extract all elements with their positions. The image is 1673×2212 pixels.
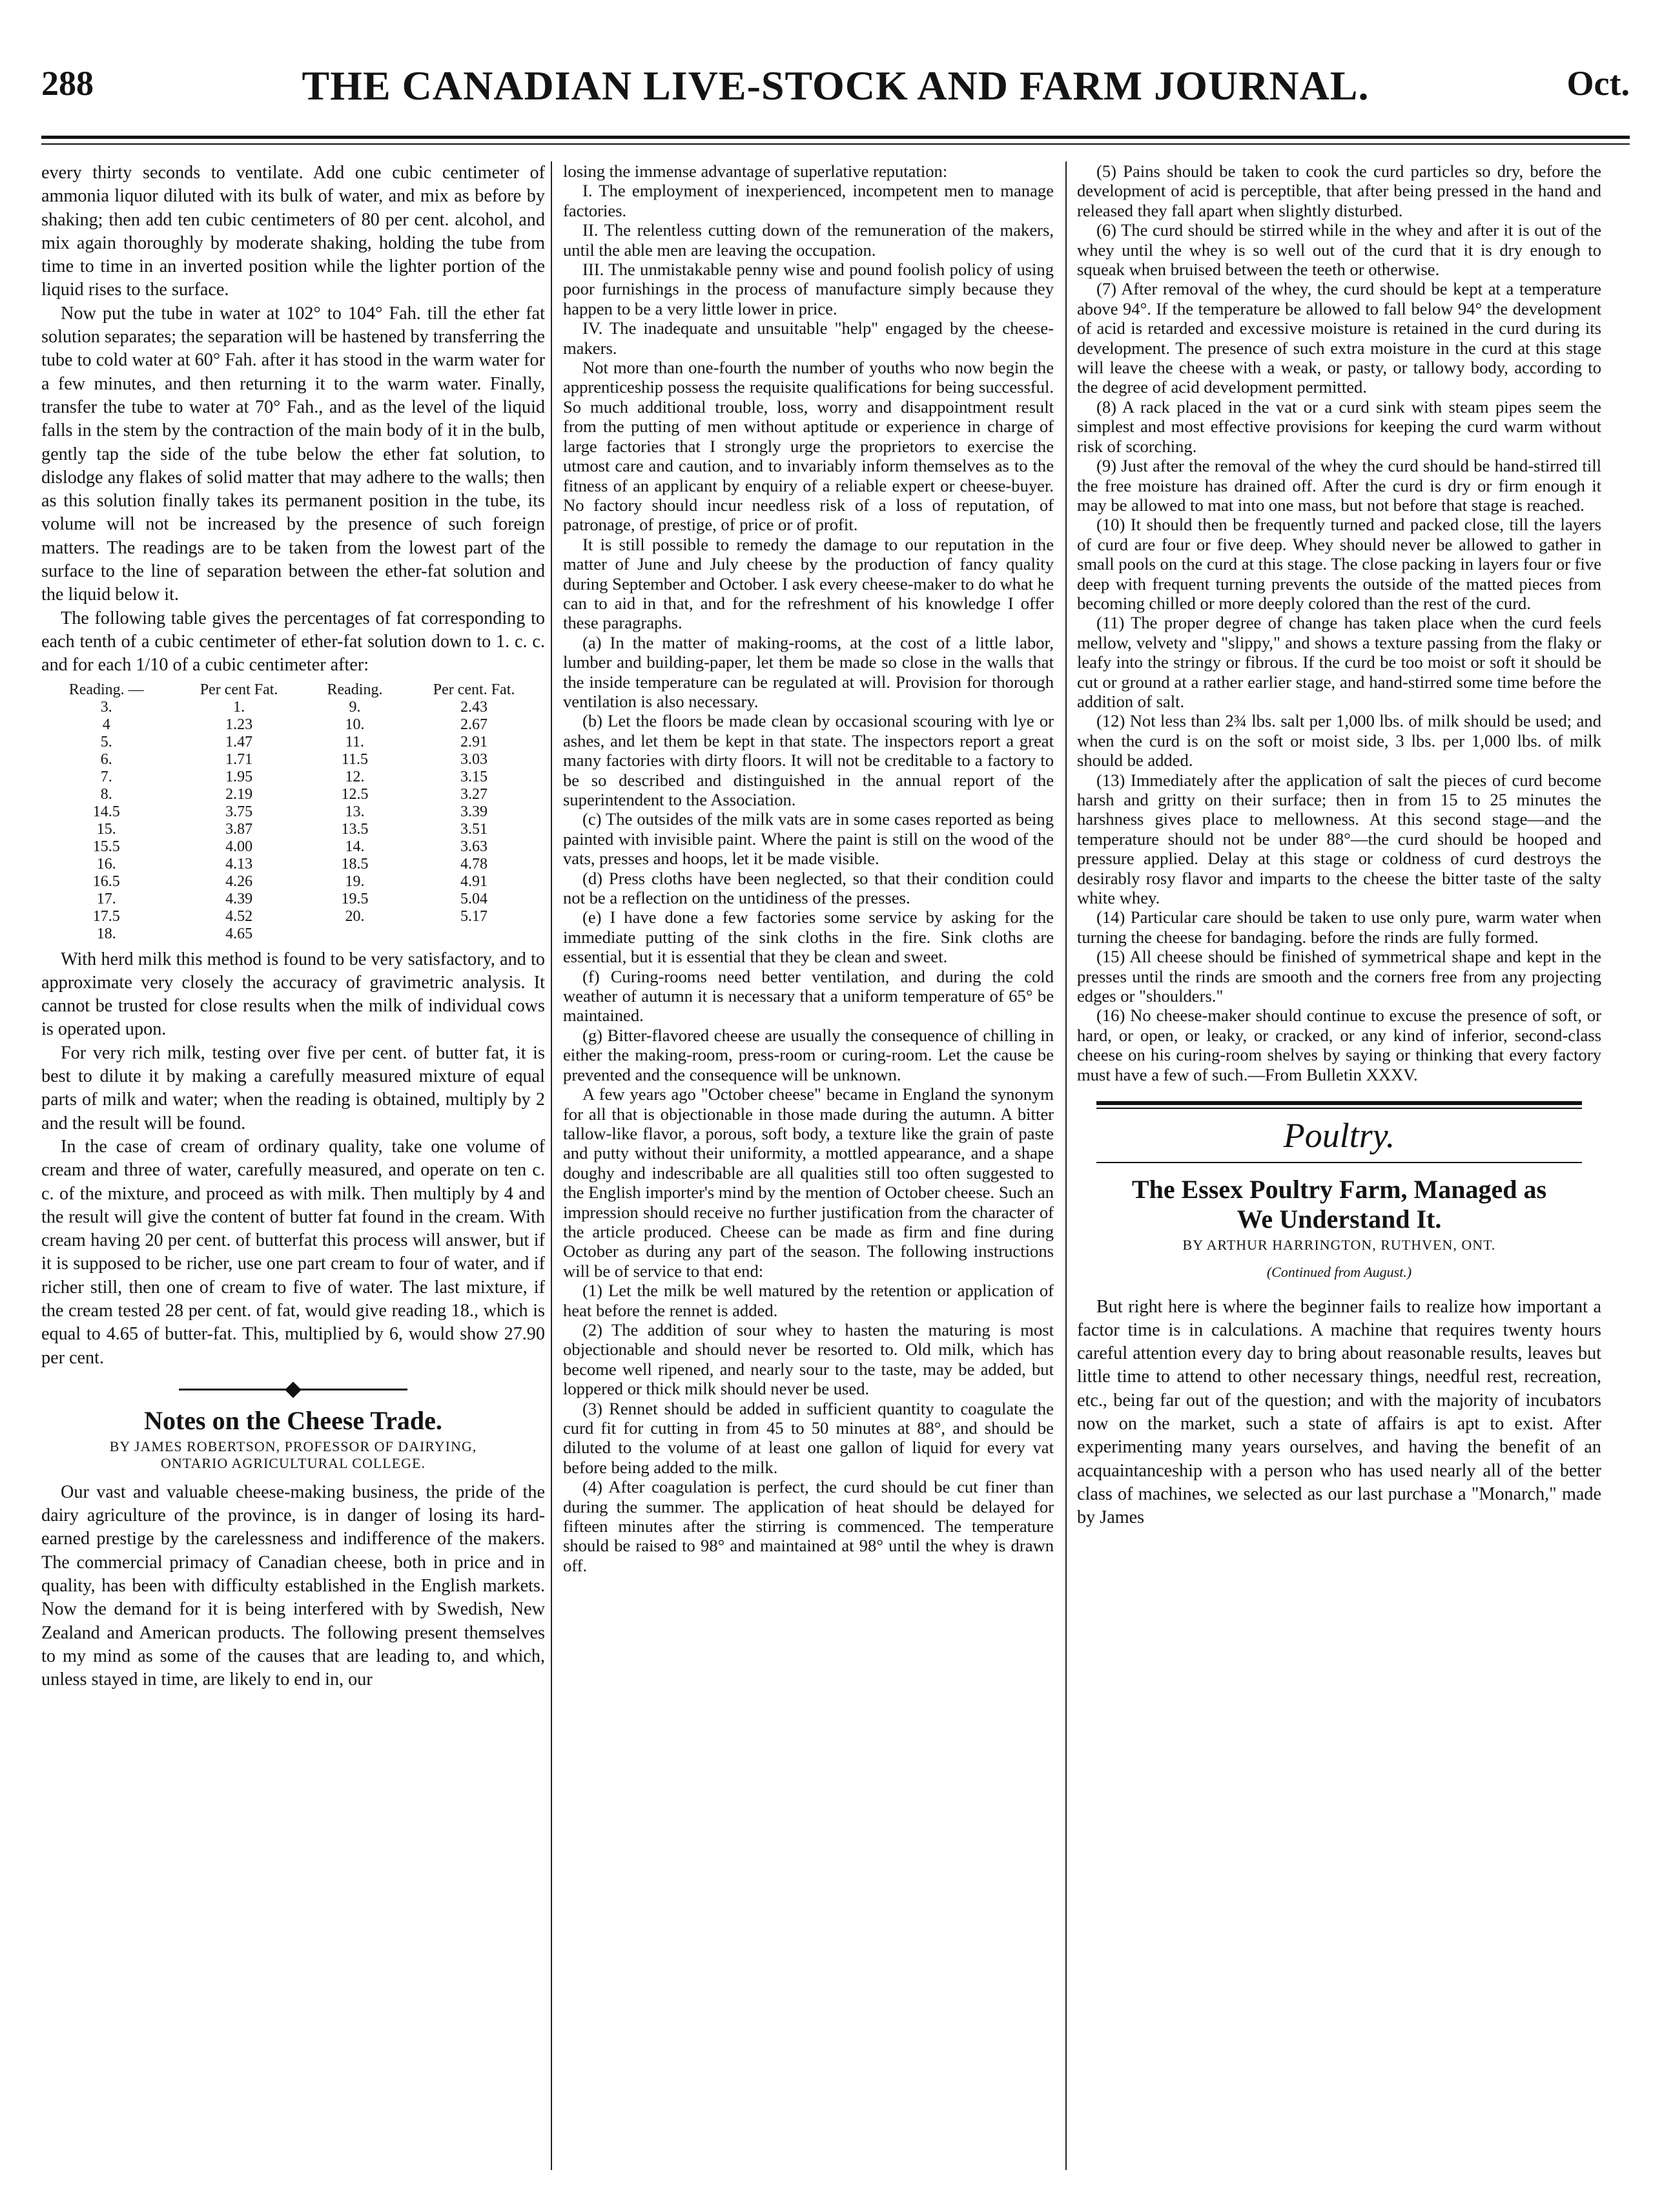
fat-test-paragraph: For very rich milk, testing over five per cent. of butter fat, it is best to dilute it by making a carefully measured mixture of equal parts of milk and water; when the reading is obtained, multiply by 2 and the result will be found. <box>41 1042 545 1133</box>
column-1 <box>41 161 545 2176</box>
cheese-cause-item: III. The unmistakable penny wise and pound foolish policy of using poor furnishings in the process of manufacture simply because they happen to be a very little lower in price. <box>563 260 1054 318</box>
table-row <box>41 699 545 716</box>
cheese-cause-item: IV. The inadequate and unsuitable "help" engaged by the cheese-makers. <box>563 318 1054 358</box>
page-number: 288 <box>41 64 94 103</box>
table-cell: 4.26 <box>225 873 253 890</box>
cheese-instruction-item: (1) Let the milk be well matured by the retention or application of heat before the rennet is added. <box>563 1281 1054 1320</box>
cheese-paragraph: Not more than one-fourth the number of youths who now begin the apprenticeship possess the requisite qualifications for being successful. So much additional trouble, loss, worry and disappointment result from the putting of men without aptitude or experience in charge of large factories that I strongly urge the proprietors to exercise the utmost care and caution, and to invariably inform themselves as to the fitness of an applicant by enquiry of a reliable expert or cheese-buyer. No factory should incur needless risk of a loss of reputation, of patronage, of prestige, of price or of profit. <box>563 358 1054 535</box>
table-cell: 3.39 <box>460 803 488 820</box>
table-cell: 1. <box>233 698 245 716</box>
cheese-instruction-item: (2) The addition of sour whey to hasten the maturing is most objectionable and should never be resorted to. Old milk, which has become well ripened, and nearly sour to the taste, may be added, but loppered or thick milk should never be used. <box>563 1319 1054 1399</box>
table-row <box>41 856 545 873</box>
cheese-paragraph: Our vast and valuable cheese-making business, the pride of the dairy agriculture of the province, is in danger of losing its hard-earned prestige by the carelessness and indifference of the makers. The commercial primacy of Canadian cheese, both in price and in quality, has been with difficulty established in the English markets. Now the demand for it is being interfered with by Swedish, New Zealand and American products. The following present themselves to my mind as some of the causes that are leading to, and which, unless stayed in time, are likely to end in, our <box>41 1482 545 1690</box>
table-cell: 4.00 <box>225 838 253 855</box>
essex-article-byline: BY ARTHUR HARRINGTON, RUTHVEN, ONT. <box>1182 1237 1496 1254</box>
table-cell: 7. <box>100 768 112 785</box>
table-row <box>41 716 545 734</box>
continued-note: (Continued from August.) <box>1266 1264 1412 1281</box>
table-cell: 17. <box>96 890 116 907</box>
cheese-instruction-item: (6) The curd should be stirred while in the whey and after it is out of the whey until the whey is so well out of the curd that it is dry enough to squeak when bruised between the teeth or otherwise. <box>1077 220 1601 280</box>
column-separator-2 <box>1065 161 1067 2170</box>
table-cell: 19.5 <box>341 890 369 907</box>
table-cell: 1.71 <box>225 750 253 768</box>
table-cell: 17.5 <box>92 907 120 925</box>
table-row <box>41 908 545 925</box>
table-cell: 10. <box>345 716 365 733</box>
table-cell: 13.5 <box>341 820 369 838</box>
table-cell: 2.43 <box>460 698 488 716</box>
table-cell: 18.5 <box>341 855 369 873</box>
table-cell: 5. <box>100 733 112 750</box>
table-cell: 8. <box>100 785 112 803</box>
cheese-instruction-item: (8) A rack placed in the vat or a curd sink with steam pipes seem the simplest and most effective provisions for keeping the curd warm without risk of scorching. <box>1077 397 1601 456</box>
cheese-advice-item: (f) Curing-rooms need better ventilation, and during the cold weather of autumn it is necessary that a uniform temperature of 65° be maintained. <box>563 966 1054 1026</box>
table-cell: 4.52 <box>225 907 253 925</box>
cheese-paragraph: losing the immense advantage of superlative reputation: <box>563 161 948 181</box>
table-cell: 3.15 <box>460 768 488 785</box>
table-row <box>41 803 545 821</box>
fat-test-paragraph: In the case of cream of ordinary quality, take one volume of cream and three of water, carefully measured, and operate on ten c. c. of the mixture, and proceed as with milk. Then multiply by 4 and the result will give the content of butter fat found in the cream. With cream having 20 per cent. of butterfat this process will answer, but if it is supposed to be richer, use one part cream to four of water, and if richer still, then one of cream to five of water. The last mixture, if the cream tested 28 per cent. of fat, would give reading 18., which is equal to 4.65 of butter-fat. This, multiplied by 6, would show 27.90 per cent. <box>41 1136 545 1368</box>
cheese-instruction-item: (14) Particular care should be taken to use only pure, warm water when turning the cheese for bandaging. before the rinds are fully formed. <box>1077 907 1601 947</box>
cheese-paragraph: It is still possible to remedy the damage to our reputation in the matter of June and July cheese by the production of fancy quality during September and October. I ask every cheese-maker to do what he can to aid in that, and for the refreshment of his knowledge I offer these paragraphs. <box>563 534 1054 633</box>
table-row <box>41 838 545 856</box>
table-cell: 4.13 <box>225 855 253 873</box>
section-divider <box>41 1384 545 1396</box>
poultry-rule-bottom <box>1096 1162 1582 1163</box>
table-cell: 4 <box>102 716 110 733</box>
cheese-advice-item: (b) Let the floors be made clean by occasional scouring with lye or ashes, and let them be kept in that state. The inspectors report a great many factories with dirty floors. It will not be creditable to a factory to be so described and distinguished in the annual report of the superintendent to the Association. <box>563 711 1054 809</box>
table-cell: 3.87 <box>225 820 253 838</box>
cheese-paragraph: A few years ago "October cheese" became in England the synonym for all that is objectionable in those made during the autumn. A bitter tallow-like flavor, a porous, soft body, a texture like the grain of paste and putty without their uniformity, a mottled appearance, and a shape doughy and indescribable are all qualities still too often suggested to the English importer's mind by the mention of October cheese. Such an impression should receive no further justification from the character of the article produced. Cheese can be made as firm and fine during October as during any part of the season. The following instructions will be of service to that end: <box>563 1084 1054 1281</box>
poultry-paragraph: But right here is where the beginner fails to realize how important a factor time is in calculations. A machine that requires twenty hours careful attention every day to bring about reasonable results, leaves but little time to attend to other necessary things, needful rest, recreation, etc., being far out of the question; and with the majority of incubators now on the market, such a state of affairs is apt to exist. After experimenting many years ourselves, and having the benefit of an acquaintanceship with a person who has used nearly all of the better class of machines, we selected as our last purchase a "Monarch," made by James <box>1077 1296 1601 1528</box>
table-cell: 1.23 <box>225 716 253 733</box>
table-cell: 1.47 <box>225 733 253 750</box>
table-cell: 6. <box>100 750 112 768</box>
table-row <box>41 786 545 803</box>
table-cell <box>307 925 403 943</box>
cheese-instruction-item: (12) Not less than 2¾ lbs. salt per 1,000 lbs. of milk should be used; and when the curd is on the soft or moist side, 3 lbs. per 1,000 lbs. of milk should be added. <box>1077 711 1601 770</box>
table-cell: 15.5 <box>92 838 120 855</box>
fat-test-paragraph: every thirty seconds to ventilate. Add one cubic centimeter of ammonia liquor diluted with its bulk of water, and mix as before by shaking; then add ten cubic centimeters of 80 per cent. alcohol, and mix again thoroughly by moderate shaking, holding the tube from time to time in an inverted position while the lighter portion of the liquid rises to the surface. <box>41 163 545 300</box>
fat-test-paragraph: The following table gives the percentages of fat corresponding to each tenth of a cubic centimeter of ether-fat solution down to 1. c. c. and for each 1/10 of a cubic centimeter after: <box>41 608 545 676</box>
cheese-instruction-item: (3) Rennet should be added in sufficient quantity to coagulate the curd fit for cutting in from 45 to 50 minutes at 88°, and should be diluted to the volume of at least one gallon of liquid for every vat before being added to the milk. <box>563 1398 1054 1477</box>
table-cell: 4.65 <box>225 925 253 942</box>
table-cell: 4.39 <box>225 890 253 907</box>
column-3 <box>1077 161 1601 2176</box>
header-rule-thin <box>41 143 1630 145</box>
table-row <box>41 821 545 838</box>
cheese-advice-item: (c) The outsides of the milk vats are in some cases reported as being painted with invisible paint. Where the paint is still on the wood of the vats, presses and hoops, let it be made visible. <box>563 809 1054 869</box>
table-cell: 3.75 <box>225 803 253 820</box>
column-separator-1 <box>551 161 552 2170</box>
column-2 <box>563 161 1054 2176</box>
table-cell: 14.5 <box>92 803 120 820</box>
cheese-instruction-item: (15) All cheese should be finished of symmetrical shape and kept in the presses until the rinds are smooth and the corners free from any projecting edges or "shoulders." <box>1077 947 1601 1006</box>
table-cell: 4.78 <box>460 855 488 873</box>
table-cell: 3.27 <box>460 785 488 803</box>
cheese-instruction-item: (16) No cheese-maker should continue to excuse the presence of soft, or hard, or open, or leaky, or cracked, or any kind of inferior, second-class cheese on his curing-room shelves by saying or thinking that every factory must have a few of such.—From Bulletin XXXV. <box>1077 1006 1601 1084</box>
cheese-instruction-item: (11) The proper degree of change has taken place when the curd feels mellow, velvety and "slippy," and shows a texture passing from the flaky or leafy into the stringy or fibrous. If the curd be too moist or soft it should be cut or ground at a rather earlier stage, and hand-stirred some time before the addition of salt. <box>1077 613 1601 711</box>
table-cell: 18. <box>96 925 116 942</box>
table-cell: 2.91 <box>460 733 488 750</box>
cheese-cause-item: II. The relentless cutting down of the remuneration of the makers, until the able men are leaving the occupation. <box>563 220 1054 260</box>
cheese-advice-item: (a) In the matter of making-rooms, at the cost of a little labor, lumber and building-paper, let them be made so close in the walls that the inside temperature can be regulated at will. Provision for thorough ventilation is also necessary. <box>563 632 1054 711</box>
table-row <box>41 751 545 769</box>
fat-percentage-table <box>41 681 545 943</box>
table-cell: 20. <box>345 907 365 925</box>
table-cell: 19. <box>345 873 365 890</box>
table-cell: 15. <box>96 820 116 838</box>
table-cell: 11. <box>345 733 365 750</box>
cheese-advice-item: (d) Press cloths have been neglected, so that their condition could not be a reflection on the untidiness of the presses. <box>563 868 1054 908</box>
table-cell: 5.04 <box>460 890 488 907</box>
issue-month: Oct. <box>1566 64 1630 103</box>
cheese-instruction-item: (13) Immediately after the application of salt the pieces of curd become harsh and gritty on their surface; then in from 15 to 25 minutes the harshness gives place to mellowness. At this second stage—and the temperature should not be under 88°—the curd should be hooped and pressure applied. Delay at this stage or coldness of curd destroys the desirably rosy flavor and imparts to the cheese the bitter taste of the salty white whey. <box>1077 770 1601 908</box>
table-cell: 16.5 <box>92 873 120 890</box>
header-rule-thick <box>41 136 1630 139</box>
table-cell: 2.67 <box>460 716 488 733</box>
table-cell: 3.03 <box>460 750 488 768</box>
table-cell: 11.5 <box>341 750 369 768</box>
table-cell <box>403 925 545 943</box>
cheese-instruction-item: (9) Just after the removal of the whey the curd should be hand-stirred till the free moisture has drained off. After the curd is dry or firm enough it may be allowed to mat into one mass, but not before that stage is reached. <box>1077 456 1601 515</box>
poultry-rule-top <box>1096 1101 1582 1109</box>
table-cell: 3.51 <box>460 820 488 838</box>
table-cell: 1.95 <box>225 768 253 785</box>
table-cell: 3. <box>100 698 112 716</box>
cheese-cause-item: I. The employment of inexperienced, incompetent men to manage factories. <box>563 181 1054 220</box>
table-header-cell: Reading. — <box>68 681 144 698</box>
cheese-instruction-item: (7) After removal of the whey, the curd should be kept at a temperature above 94°. If the temperature be allowed to fall below 94° the development of acid is retarded and excessive moisture is retained in the curd during its development. The presence of such extra moisture in the curd at this stage will leave the cheese with a weak, or pasty, or tallowy body, according to the degree of acid development permitted. <box>1077 279 1601 397</box>
table-cell: 4.91 <box>460 873 488 890</box>
table-header-row <box>41 681 545 699</box>
journal-title: THE CANADIAN LIVE-STOCK AND FARM JOURNAL. <box>302 63 1370 109</box>
fat-test-paragraph: With herd milk this method is found to be very satisfactory, and to approximate very closely the accuracy of gravimetric analysis. It cannot be trusted for close results when the milk of individual cows is operated upon. <box>41 949 545 1040</box>
table-row <box>41 769 545 786</box>
table-row <box>41 873 545 891</box>
poultry-section-heading: Poultry. <box>1283 1116 1395 1155</box>
cheese-instruction-item: (5) Pains should be taken to cook the curd particles so dry, before the development of acid is perceptible, that after being pressed in the hand and released they fall apart when slightly disturbed. <box>1077 161 1601 220</box>
cheese-instruction-item: (10) It should then be frequently turned and packed close, till the layers of curd are four or five deep. Whey should never be allowed to gather in small pools on the curd at this stage. The close packing in layers four or five deep with frequent turning prevents the outside of the matted pieces from becoming chilled or more deeply colored than the rest of the curd. <box>1077 515 1601 613</box>
cheese-article-title: Notes on the Cheese Trade. <box>144 1405 442 1435</box>
table-cell: 12. <box>345 768 365 785</box>
essex-article-title: The Essex Poultry Farm, Managed as We Understand It. <box>1131 1175 1547 1234</box>
table-cell: 5.17 <box>460 907 488 925</box>
table-cell: 12.5 <box>341 785 369 803</box>
table-cell: 9. <box>349 698 361 716</box>
table-header-cell: Per cent Fat. <box>200 681 278 698</box>
cheese-advice-item: (e) I have done a few factories some service by asking for the immediate putting of the sink cloths in the fire. Sink cloths are essential, but it is essential that they be clean and sweet. <box>563 907 1054 967</box>
table-cell: 3.63 <box>460 838 488 855</box>
cheese-instruction-item: (4) After coagulation is perfect, the curd should be cut finer than during the summer. The application of heat should be delayed for fifteen minutes after the stirring is commenced. The temperature should be raised to 98° and maintained at 98° until the whey is drawn off. <box>563 1477 1054 1575</box>
table-cell: 13. <box>345 803 365 820</box>
table-cell: 16. <box>96 855 116 873</box>
table-cell: 2.19 <box>225 785 253 803</box>
table-row <box>41 925 545 943</box>
table-cell: 14. <box>345 838 365 855</box>
table-header-cell: Per cent. Fat. <box>433 681 515 698</box>
table-row <box>41 891 545 908</box>
table-header-cell: Reading. <box>327 681 383 698</box>
cheese-article-byline: BY JAMES ROBERTSON, PROFESSOR OF DAIRYING, ONTARIO AGRICULTURAL COLLEGE. <box>109 1438 477 1471</box>
table-row <box>41 734 545 751</box>
page-header <box>41 59 1630 118</box>
cheese-advice-item: (g) Bitter-flavored cheese are usually the consequence of chilling in either the making-room, press-room or curing-room. Let the cause be prevented and the consequence will be unknown. <box>563 1025 1054 1084</box>
fat-test-paragraph: Now put the tube in water at 102° to 104° Fah. till the ether fat solution separates; the separation will be hastened by transferring the tube to cold water at 60° Fah. after it has stood in the warm water for a few minutes, and then returning it to the warm water. Finally, transfer the tube to water at 70° Fah., and as the level of the liquid falls in the stem by the contraction of the main body of it in the bulb, gently tap the side of the tube below the ether fat solution, to dislodge any flakes of solid matter that may adhere to the walls; then as this solution finally takes its permanent position in the tube, its volume will not be increased by the presence of such foreign matters. The readings are to be taken from the lowest part of the surface to the line of separation between the ether-fat solution and the liquid below it. <box>41 303 545 605</box>
